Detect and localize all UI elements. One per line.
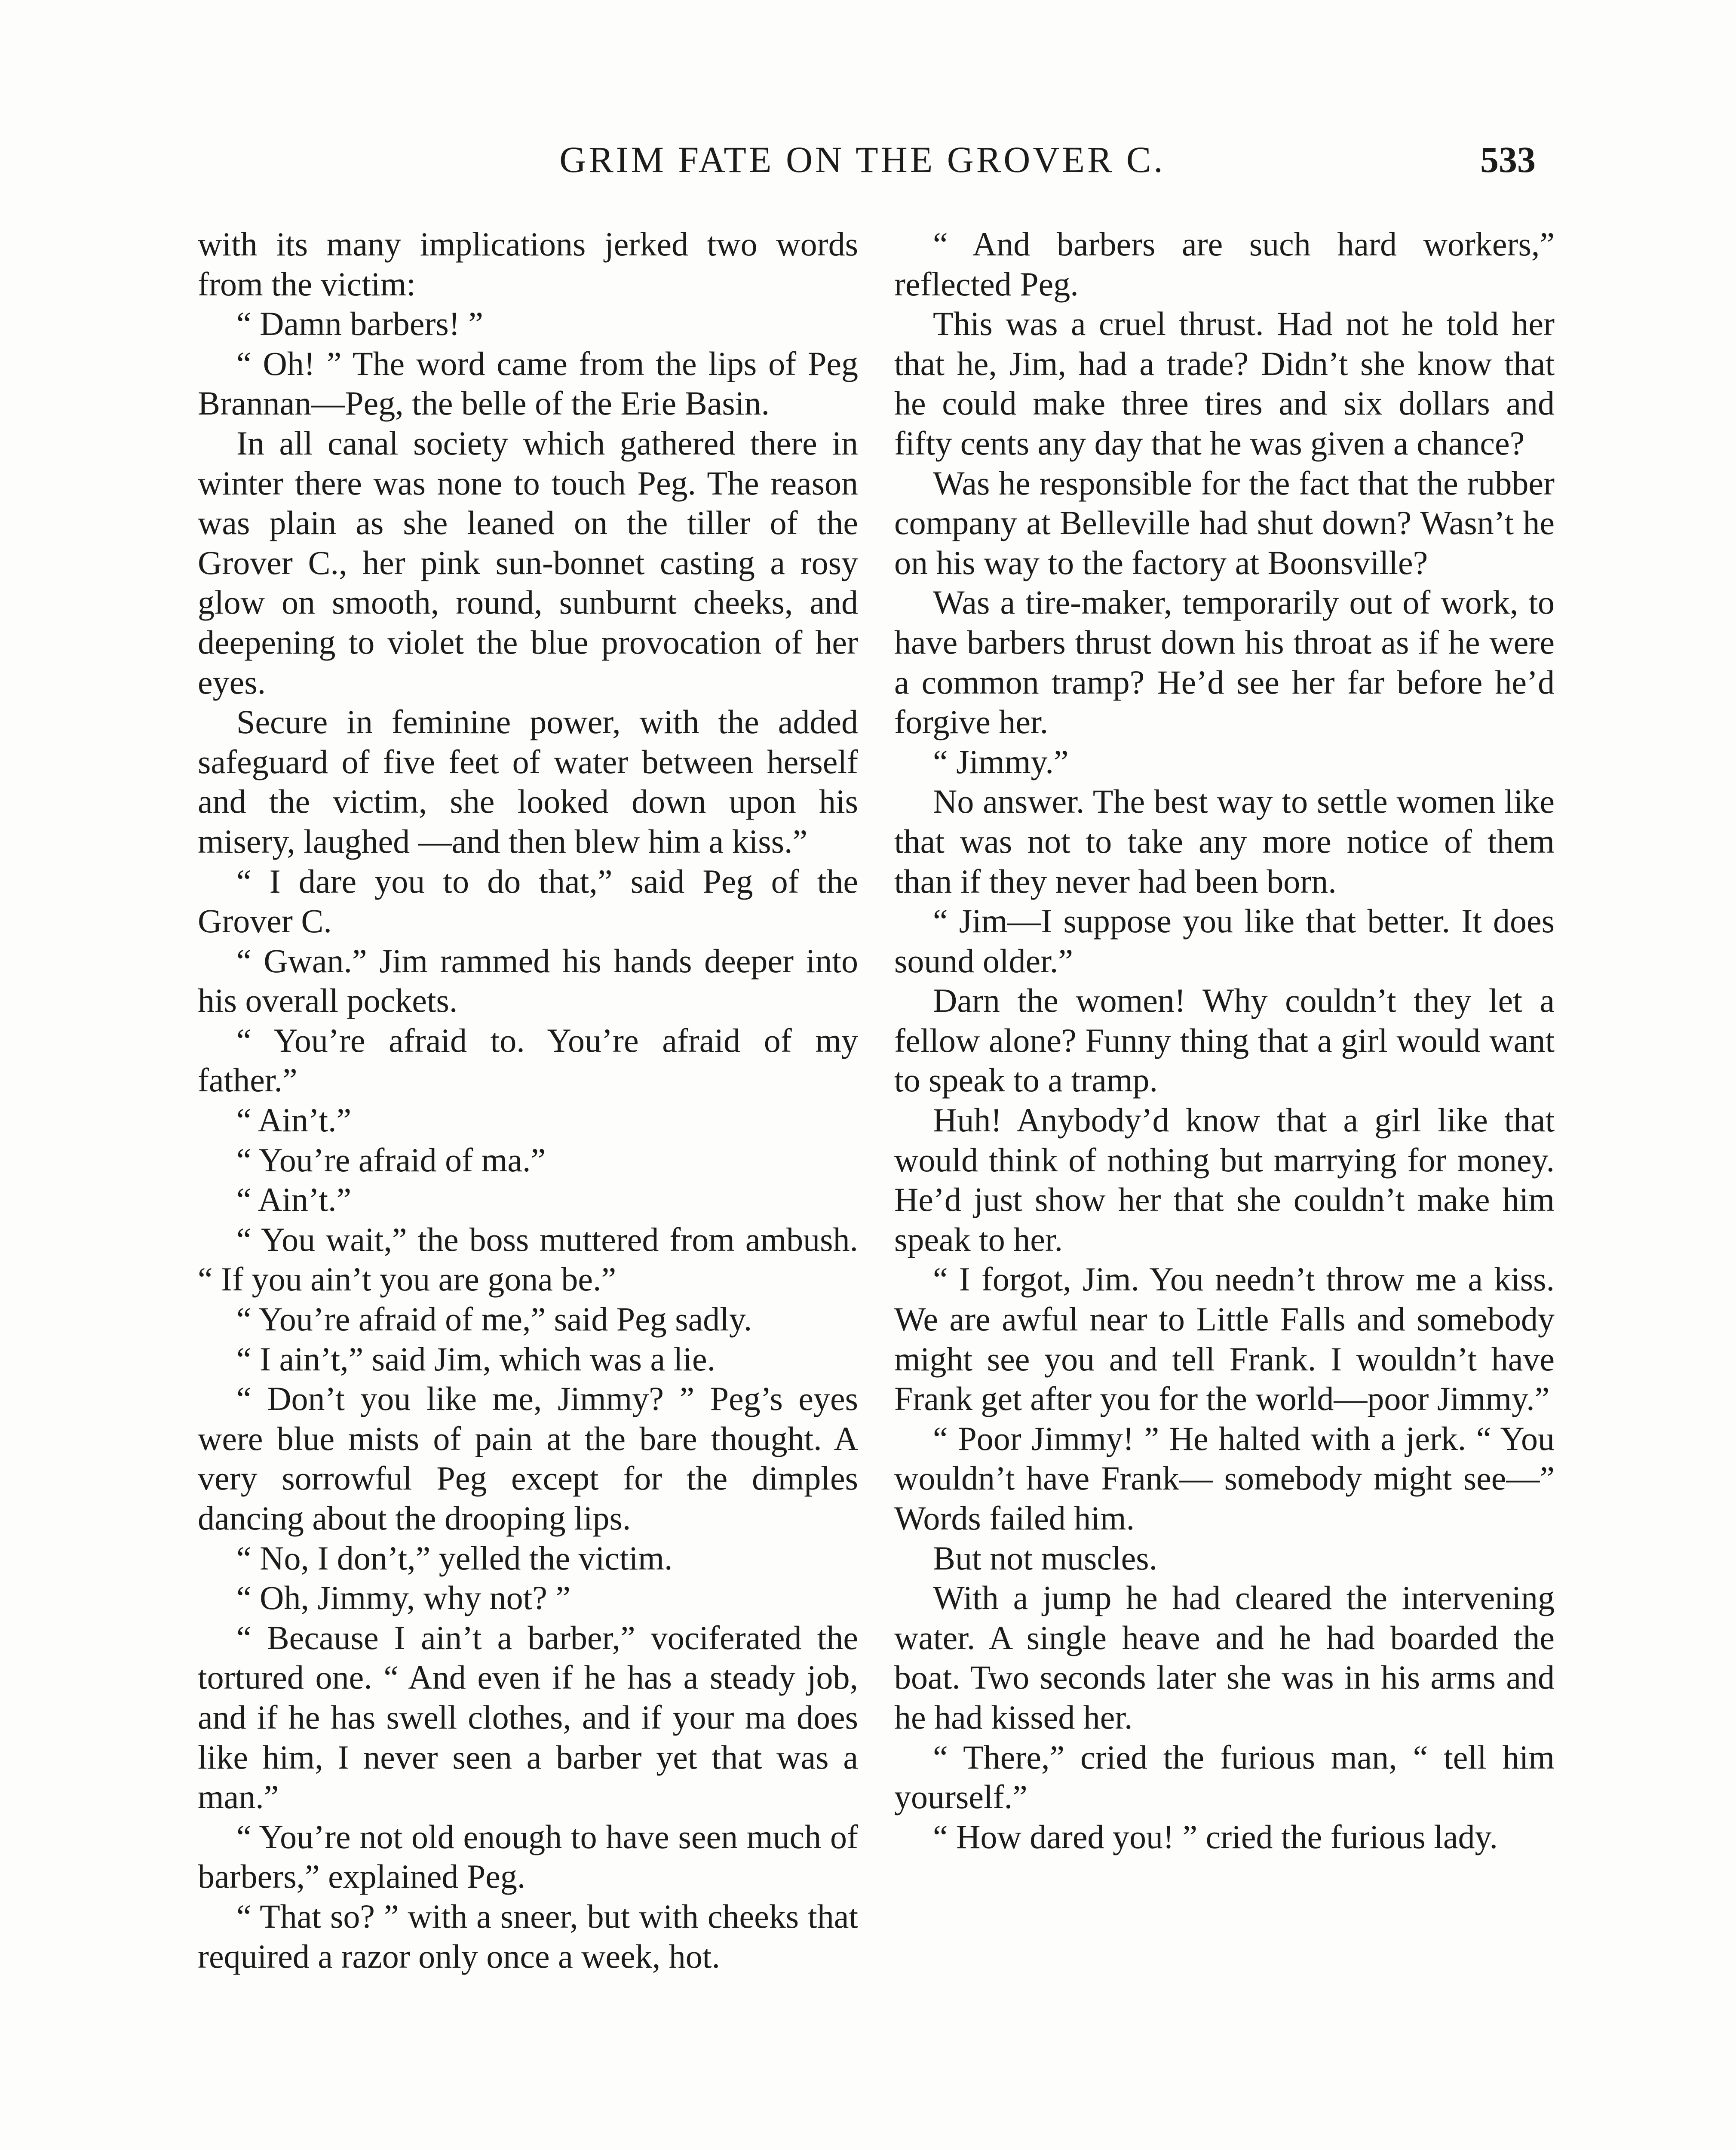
paragraph: “ Jimmy.” (933, 743, 1069, 780)
paragraph: “ I dare you to do that,” said Peg of the Grover C. (198, 862, 858, 940)
paragraph: “ No, I don’t,” yelled the victim. (236, 1539, 673, 1577)
paragraph: “ You’re afraid of ma.” (236, 1141, 546, 1179)
paragraph: “ You’re afraid of me,” said Peg sadly. (236, 1300, 752, 1338)
paragraph: Was a tire-maker, temporarily out of work, to have barbers thrust down his throat as if he were a common tramp? He’d see her far before he’d forgive her. (894, 584, 1555, 741)
paragraph: “ Gwan.” Jim rammed his hands deeper into his overall pockets. (198, 942, 858, 1020)
paragraph: “ Poor Jimmy! ” He halted with a jerk. “ You wouldn’t have Frank— somebody might see—” Words failed him. (894, 1419, 1555, 1537)
paragraph: “ Oh! ” The word came from the lips of Peg Brannan—Peg, the belle of the Erie Basin. (198, 344, 858, 422)
paragraph: “ Because I ain’t a barber,” vociferated the tortured one. “ And even if he has a steady job, and if he has swell clothes, and if your ma does like him, I never seen a barber yet that was a man.” (198, 1619, 858, 1816)
paragraph: “ Don’t you like me, Jimmy? ” Peg’s eyes were blue mists of pain at the bare thought. A very sorrowful Peg except for the dimples dancing about the drooping lips. (198, 1380, 858, 1537)
right-column (894, 224, 1555, 1857)
paragraph: “ You wait,” the boss muttered from ambush. “ If you ain’t you are gona be.” (198, 1220, 858, 1298)
paragraph: “ I forgot, Jim. You needn’t throw me a kiss. We are awful near to Little Falls and somebody might see you and tell Frank. I wouldn’t have Frank get after you for the world—poor Jimmy.” (894, 1260, 1555, 1418)
paragraph: “ Ain’t.” (236, 1101, 352, 1139)
paragraph: “ Damn barbers! ” (236, 305, 483, 343)
paragraph: In all canal society which gathered there in winter there was none to touch Peg. The reason was plain as she leaned on the tiller of the Grover C., her pink sun-bonnet casting a rosy glow on smooth, round, sunburnt cheeks, and deepening to violet the blue provocation of her eyes. (198, 424, 858, 701)
paragraph: “ Jim—I suppose you like that better. It does sound older.” (894, 902, 1555, 980)
paragraph: “ There,” cried the furious man, “ tell him yourself.” (894, 1738, 1555, 1816)
running-title: GRIM FATE ON THE GROVER C. (559, 139, 1166, 180)
paragraph: “ I ain’t,” said Jim, which was a lie. (236, 1340, 716, 1378)
paragraph: “ Ain’t.” (236, 1181, 352, 1219)
paragraph: “ That so? ” with a sneer, but with cheeks that required a razor only once a week, hot. (198, 1897, 858, 1975)
paragraph: This was a cruel thrust. Had not he told her that he, Jim, had a trade? Didn’t she know that he could make three tires and six dollars and fifty cents any day that he was given a chance? (894, 305, 1555, 462)
paragraph: Darn the women! Why couldn’t they let a fellow alone? Funny thing that a girl would want to speak to a tramp. (894, 982, 1555, 1099)
paragraph: “ You’re afraid to. You’re afraid of my father.” (198, 1021, 858, 1099)
paragraph: “ How dared you! ” cried the furious lady. (933, 1818, 1498, 1855)
paragraph: “ And barbers are such hard workers,” reflected Peg. (894, 225, 1555, 303)
paragraph: Was he responsible for the fact that the rubber company at Belleville had shut down? Wasn’t he on his way to the factory at Boonsville? (894, 464, 1555, 581)
left-column (198, 224, 858, 1976)
paragraph: But not muscles. (933, 1539, 1158, 1577)
paragraph: with its many implications jerked two words from the victim: (198, 225, 858, 303)
paragraph: Huh! Anybody’d know that a girl like that would think of nothing but marrying for money. He’d just show her that she couldn’t make him speak to her. (894, 1101, 1555, 1258)
page-header (189, 136, 1536, 183)
paragraph: With a jump he had cleared the intervening water. A single heave and he had boarded the boat. Two seconds later she was in his arms and he had kissed her. (894, 1579, 1555, 1736)
paragraph: Secure in feminine power, with the added safeguard of five feet of water between herself and the victim, she looked down upon his misery, laughed —and then blew him a kiss.” (198, 703, 858, 860)
page-number: 533 (1480, 139, 1536, 180)
paragraph: No answer. The best way to settle women like that was not to take any more notice of them than if they never had been born. (894, 783, 1555, 900)
paragraph: “ Oh, Jimmy, why not? ” (236, 1579, 570, 1617)
paragraph: “ You’re not old enough to have seen much of barbers,” explained Peg. (198, 1818, 858, 1895)
